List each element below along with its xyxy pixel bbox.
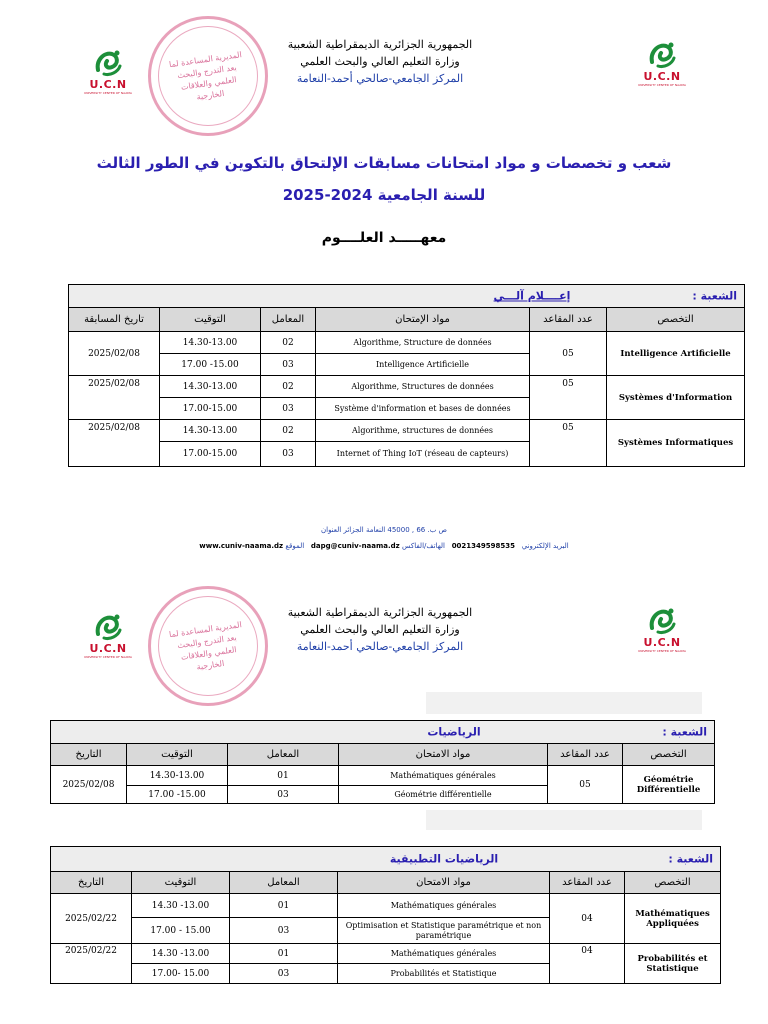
header-specialty: التخصص [623, 744, 715, 766]
table-row [51, 894, 721, 918]
exam-coef: 02 [261, 420, 316, 442]
exam-table-applied-mathematics [50, 846, 721, 984]
seats-count: 05 [530, 376, 607, 420]
address-label: العنوان [320, 526, 342, 534]
seats-count: 05 [530, 420, 607, 467]
exam-date: 2025/02/22 [51, 894, 132, 944]
header-seats: عدد المقاعد [550, 872, 625, 894]
specialty-name: Intelligence Artificielle [607, 332, 745, 376]
ucn-logo-left [78, 48, 138, 100]
seats-count: 05 [530, 332, 607, 376]
grey-bar [426, 810, 702, 830]
branch-row [51, 847, 721, 872]
exam-coef: 01 [230, 944, 338, 964]
header-time: التوقيت [160, 308, 261, 332]
exam-date: 2025/02/08 [69, 420, 160, 467]
ucn-logo-icon [646, 606, 678, 636]
exam-time: 14.30-13.00 [127, 766, 228, 786]
logo-text: U.C.N [643, 70, 681, 83]
logo-text: U.C.N [89, 78, 127, 91]
table-row [69, 376, 745, 398]
stamp-text: المديرية المساعدة لما بعد التدرج والبحث العلمي والعلاقات الخارجية [168, 50, 243, 102]
header-coef: المعامل [230, 872, 338, 894]
header-seats: عدد المقاعد [530, 308, 607, 332]
site-value: www.cuniv-naama.dz [199, 542, 284, 550]
phone-value: 0021349598535 [451, 542, 516, 550]
exam-coef: 03 [228, 786, 339, 804]
exam-subject: Algorithme, structures de données [316, 420, 530, 442]
exam-date: 2025/02/08 [69, 376, 160, 420]
header-time: التوقيت [127, 744, 228, 766]
seats-count: 04 [550, 894, 625, 944]
stamp-text: المديرية المساعدة لما بعد التدرج والبحث العلمي والعلاقات الخارجية [168, 620, 243, 672]
email-value: dapg@cuniv-naama.dz [310, 542, 400, 550]
exam-date: 2025/02/22 [51, 944, 132, 984]
exam-time: 17.00 - 15.00 [132, 918, 230, 944]
logo-text: U.C.N [89, 642, 127, 655]
exam-time: 14.30 -13.00 [132, 944, 230, 964]
branch-row [69, 285, 745, 308]
seats-count: 05 [548, 766, 623, 804]
exam-coef: 03 [230, 918, 338, 944]
specialty-name: Probabilités et Statistique [625, 944, 721, 984]
exam-table-computer-science [68, 284, 745, 467]
header-line-3: المركز الجامعي-صالحي أحمد-النعامة [296, 72, 464, 85]
header-time: التوقيت [132, 872, 230, 894]
exam-subject: Mathématiques générales [338, 894, 550, 918]
header-date: تاريخ المسابقة [69, 308, 160, 332]
exam-time: 14.30-13.00 [160, 420, 261, 442]
ucn-logo-icon [92, 612, 124, 642]
exam-subject: Probabilités et Statistique [338, 964, 550, 984]
logo-subtext: UNIVERSITY CENTER OF NAAMA [84, 655, 132, 659]
header-subjects: مواد الإمتحان [316, 308, 530, 332]
header-date: التاريخ [51, 744, 127, 766]
ucn-logo-right [632, 606, 692, 658]
exam-coef: 03 [261, 442, 316, 467]
logo-subtext: UNIVERSITY CENTER OF NAAMA [638, 649, 686, 653]
header-subjects: مواد الامتحان [339, 744, 548, 766]
official-stamp [148, 586, 268, 706]
branch-name: إعــــلام آلـــي [493, 289, 571, 303]
footer-contacts [0, 542, 768, 550]
table-header-row [51, 744, 715, 766]
header-coef: المعامل [261, 308, 316, 332]
official-stamp [148, 16, 268, 136]
branch-label: الشعبة : [692, 289, 738, 303]
logo-subtext: UNIVERSITY CENTER OF NAAMA [638, 83, 686, 87]
exam-subject: Mathématiques générales [339, 766, 548, 786]
exam-time: 14.30-13.00 [160, 332, 261, 354]
header-lines [270, 36, 490, 87]
address-value: ص ب. 66 , 45000 النعامة الجزائر [343, 526, 447, 534]
branch-row [51, 721, 715, 744]
table-row [69, 332, 745, 354]
exam-subject: Algorithme, Structure de données [316, 332, 530, 354]
footer-address [0, 526, 768, 534]
exam-coef: 03 [230, 964, 338, 984]
exam-subject: Internet of Thing IoT (réseau de capteurs) [316, 442, 530, 467]
ucn-logo-left [78, 612, 138, 664]
exam-time: 14.30 -13.00 [132, 894, 230, 918]
table-row [51, 944, 721, 964]
exam-subject: Géométrie différentielle [339, 786, 548, 804]
document-title: شعب و تخصصات و مواد امتحانات مسابقات الإلتحاق بالتكوين في الطور الثالث [96, 154, 672, 172]
email-label: البريد الإلكتروني [521, 542, 569, 550]
header-line-2: وزارة التعليم العالي والبحث العلمي [300, 55, 460, 68]
branch-name: الرياضيات التطبيقية [389, 852, 499, 866]
ucn-logo-icon [92, 48, 124, 78]
exam-time: 17.00- 15.00 [132, 964, 230, 984]
specialty-name: Systèmes Informatiques [607, 420, 745, 467]
exam-subject: Algorithme, Structures de données [316, 376, 530, 398]
header-line-2: وزارة التعليم العالي والبحث العلمي [300, 623, 460, 636]
document-subtitle: للسنة الجامعية 2024-2025 [282, 186, 486, 204]
specialty-name: Géométrie Différentielle [623, 766, 715, 804]
institute-name: معهـــــد العلــــوم [321, 230, 447, 246]
header-subjects: مواد الامتحان [338, 872, 550, 894]
branch-name: الرياضيات [427, 725, 481, 739]
ucn-logo-right [632, 40, 692, 92]
exam-time: 17.00-15.00 [160, 398, 261, 420]
header-specialty: التخصص [625, 872, 721, 894]
header-coef: المعامل [228, 744, 339, 766]
seats-count: 04 [550, 944, 625, 984]
specialty-name: Mathématiques Appliquées [625, 894, 721, 944]
exam-time: 17.00-15.00 [160, 442, 261, 467]
exam-coef: 03 [261, 354, 316, 376]
site-label: الموقع [285, 542, 305, 550]
specialty-name: Systèmes d'Information [607, 376, 745, 420]
branch-label: الشعبة : [668, 852, 714, 866]
phone-label: الهاتف/الفاكس [402, 542, 445, 550]
header-line-1: الجمهورية الجزائرية الديمقراطية الشعبية [287, 606, 473, 619]
header-line-3: المركز الجامعي-صالحي أحمد-النعامة [296, 640, 464, 653]
exam-coef: 02 [261, 376, 316, 398]
exam-subject: Optimisation et Statistique paramétrique et non paramétrique [338, 918, 550, 944]
exam-date: 2025/02/08 [69, 332, 160, 376]
table-row [69, 420, 745, 442]
header-specialty: التخصص [607, 308, 745, 332]
ucn-logo-icon [646, 40, 678, 70]
header-date: التاريخ [51, 872, 132, 894]
table-header-row [51, 872, 721, 894]
logo-subtext: UNIVERSITY CENTER OF NAAMA [84, 91, 132, 95]
table-header-row [69, 308, 745, 332]
exam-time: 17.00 -15.00 [160, 354, 261, 376]
exam-time: 14.30-13.00 [160, 376, 261, 398]
exam-table-mathematics [50, 720, 715, 804]
exam-coef: 03 [261, 398, 316, 420]
header-seats: عدد المقاعد [548, 744, 623, 766]
exam-time: 17.00 -15.00 [127, 786, 228, 804]
header-line-1: الجمهورية الجزائرية الديمقراطية الشعبية [287, 38, 473, 51]
branch-label: الشعبة : [662, 725, 708, 739]
logo-text: U.C.N [643, 636, 681, 649]
exam-coef: 02 [261, 332, 316, 354]
exam-subject: Intelligence Artificielle [316, 354, 530, 376]
exam-coef: 01 [228, 766, 339, 786]
exam-subject: Système d'information et bases de données [316, 398, 530, 420]
table-row [51, 766, 715, 786]
exam-date: 2025/02/08 [51, 766, 127, 804]
exam-subject: Mathématiques générales [338, 944, 550, 964]
header-lines [270, 604, 490, 655]
exam-coef: 01 [230, 894, 338, 918]
grey-bar [426, 692, 702, 714]
